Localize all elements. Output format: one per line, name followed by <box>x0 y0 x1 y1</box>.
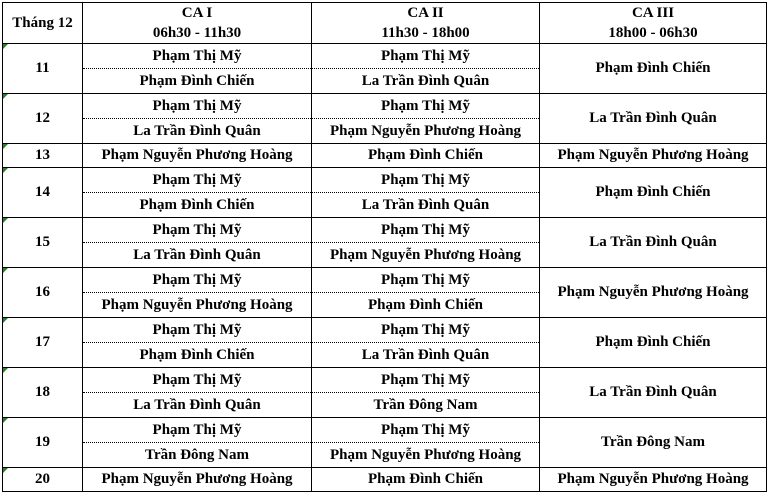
ca2-cell[interactable]: Phạm Nguyễn Phương Hoàng <box>312 119 540 144</box>
shift-time: 18h00 - 06h30 <box>608 25 698 41</box>
ca2-cell[interactable]: Phạm Đình Chiến <box>312 293 540 318</box>
ca3-cell[interactable]: Phạm Nguyễn Phương Hoàng <box>540 268 767 318</box>
shift-schedule-table <box>2 2 767 492</box>
ca1-cell[interactable]: Phạm Thị Mỹ <box>83 268 312 293</box>
ca3-cell[interactable]: Phạm Nguyễn Phương Hoàng <box>540 144 767 168</box>
ca2-cell[interactable]: Phạm Thị Mỹ <box>312 268 540 293</box>
ca1-cell[interactable]: Phạm Thị Mỹ <box>83 168 312 193</box>
ca2-cell[interactable]: Phạm Nguyễn Phương Hoàng <box>312 243 540 268</box>
shift-name: CA II <box>407 5 444 21</box>
day-cell[interactable]: 17 <box>3 318 83 368</box>
ca3-cell[interactable]: Phạm Nguyễn Phương Hoàng <box>540 468 767 492</box>
ca1-cell[interactable]: Phạm Đình Chiến <box>83 69 312 94</box>
ca1-cell[interactable]: Phạm Đình Chiến <box>83 193 312 218</box>
shift-name: CA I <box>181 5 213 21</box>
day-cell[interactable]: 12 <box>3 94 83 144</box>
day-cell[interactable]: 14 <box>3 168 83 218</box>
ca1-cell[interactable]: Phạm Thị Mỹ <box>83 318 312 343</box>
ca1-cell[interactable]: La Trần Đình Quân <box>83 393 312 418</box>
ca1-cell[interactable]: Trần Đông Nam <box>83 443 312 468</box>
ca1-cell[interactable]: Phạm Thị Mỹ <box>83 44 312 69</box>
ca2-cell[interactable]: Phạm Đình Chiến <box>312 468 540 492</box>
ca2-cell[interactable]: Phạm Thị Mỹ <box>312 368 540 393</box>
ca2-cell[interactable]: Phạm Thị Mỹ <box>312 318 540 343</box>
shift-header-3[interactable] <box>540 3 767 44</box>
ca2-cell[interactable]: La Trần Đình Quân <box>312 193 540 218</box>
ca3-cell[interactable]: La Trần Đình Quân <box>540 368 767 418</box>
ca2-cell[interactable]: La Trần Đình Quân <box>312 69 540 94</box>
table-row <box>3 218 767 243</box>
day-cell[interactable]: 15 <box>3 218 83 268</box>
ca2-cell[interactable]: Phạm Thị Mỹ <box>312 44 540 69</box>
ca2-cell[interactable]: Phạm Nguyễn Phương Hoàng <box>312 443 540 468</box>
table-row <box>3 468 767 492</box>
ca1-cell[interactable]: Phạm Nguyễn Phương Hoàng <box>83 293 312 318</box>
shift-name: CA III <box>631 5 675 21</box>
ca1-cell[interactable]: Phạm Thị Mỹ <box>83 418 312 443</box>
shift-time: 06h30 - 11h30 <box>152 25 242 41</box>
day-cell[interactable]: 11 <box>3 44 83 94</box>
ca3-cell[interactable]: Phạm Đình Chiến <box>540 318 767 368</box>
month-header[interactable]: Tháng 12 <box>3 3 83 44</box>
day-cell[interactable]: 13 <box>3 144 83 168</box>
day-cell[interactable]: 19 <box>3 418 83 468</box>
day-cell[interactable]: 20 <box>3 468 83 492</box>
ca1-cell[interactable]: La Trần Đình Quân <box>83 243 312 268</box>
ca3-cell[interactable]: Trần Đông Nam <box>540 418 767 468</box>
ca1-cell[interactable]: Phạm Đình Chiến <box>83 343 312 368</box>
ca2-cell[interactable]: Phạm Thị Mỹ <box>312 418 540 443</box>
ca1-cell[interactable]: Phạm Thị Mỹ <box>83 94 312 119</box>
shift-header-1[interactable] <box>83 3 312 44</box>
table-row <box>3 268 767 293</box>
ca1-cell[interactable]: Phạm Nguyễn Phương Hoàng <box>83 468 312 492</box>
ca3-cell[interactable]: Phạm Đình Chiến <box>540 44 767 94</box>
ca1-cell[interactable]: Phạm Thị Mỹ <box>83 218 312 243</box>
table-row <box>3 94 767 119</box>
ca1-cell[interactable]: Phạm Nguyễn Phương Hoàng <box>83 144 312 168</box>
table-row <box>3 418 767 443</box>
ca3-cell[interactable]: La Trần Đình Quân <box>540 218 767 268</box>
ca2-cell[interactable]: Phạm Thị Mỹ <box>312 218 540 243</box>
table-row <box>3 144 767 168</box>
ca2-cell[interactable]: Phạm Đình Chiến <box>312 144 540 168</box>
ca1-cell[interactable]: La Trần Đình Quân <box>83 119 312 144</box>
ca1-cell[interactable]: Phạm Thị Mỹ <box>83 368 312 393</box>
ca2-cell[interactable]: Phạm Thị Mỹ <box>312 168 540 193</box>
table-row <box>3 44 767 69</box>
ca3-cell[interactable]: La Trần Đình Quân <box>540 94 767 144</box>
shift-time: 11h30 - 18h00 <box>381 25 470 41</box>
shift-header-2[interactable] <box>312 3 540 44</box>
table-row <box>3 368 767 393</box>
ca2-cell[interactable]: Phạm Thị Mỹ <box>312 94 540 119</box>
ca2-cell[interactable]: La Trần Đình Quân <box>312 343 540 368</box>
table-row <box>3 168 767 193</box>
header-row <box>3 3 767 44</box>
ca3-cell[interactable]: Phạm Đình Chiến <box>540 168 767 218</box>
ca2-cell[interactable]: Trần Đông Nam <box>312 393 540 418</box>
day-cell[interactable]: 16 <box>3 268 83 318</box>
day-cell[interactable]: 18 <box>3 368 83 418</box>
table-row <box>3 318 767 343</box>
schedule-body <box>3 3 767 492</box>
